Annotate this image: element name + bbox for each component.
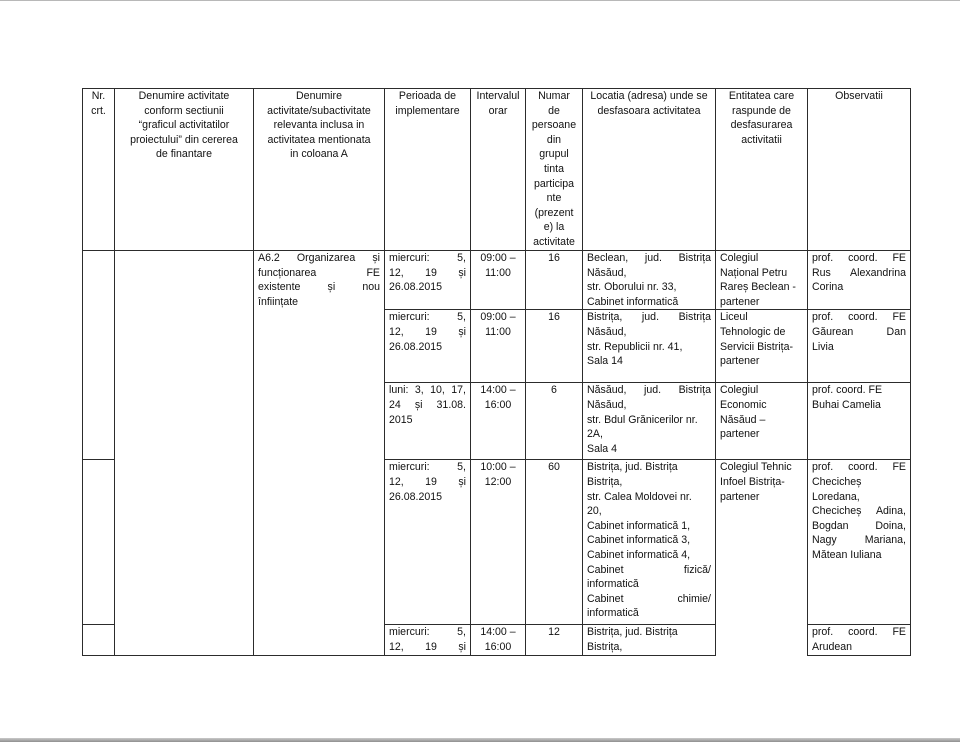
- cell-entity: Colegiul Economic Năsăud – partener: [716, 383, 808, 460]
- cell-subactivity: A6.2 Organizarea și funcționarea FE existente și nou înființate: [254, 251, 385, 656]
- cell-time: 14:00 – 16:00: [471, 383, 526, 460]
- cell-time: 10:00 – 12:00: [471, 460, 526, 625]
- cell-period: miercuri: 5, 12, 19 și 26.08.2015: [385, 251, 471, 310]
- cell-nr-crt: [83, 625, 115, 655]
- cell-persons: 16: [526, 310, 583, 383]
- cell-activity-name: [115, 251, 254, 656]
- cell-persons: 16: [526, 251, 583, 310]
- cell-period: miercuri: 5, 12, 19 și 26.08.2015: [385, 460, 471, 625]
- header-row: [83, 89, 911, 251]
- cell-observations: prof. coord. FE Arudean: [808, 625, 911, 655]
- cell-time: 09:00 – 11:00: [471, 251, 526, 310]
- cell-observations: prof. coord. FE Găurean Dan Livia: [808, 310, 911, 383]
- cell-persons: 60: [526, 460, 583, 625]
- cell-observations: prof. coord. FE Rus Alexandrina Corina: [808, 251, 911, 310]
- cell-nr-crt: [83, 460, 115, 625]
- cell-persons: 6: [526, 383, 583, 460]
- cell-persons: 12: [526, 625, 583, 655]
- cell-period: miercuri: 5, 12, 19 și 26.08.2015: [385, 310, 471, 383]
- header-time-interval: Intervalul orar: [471, 89, 526, 251]
- page-bottom-border: [0, 738, 960, 742]
- cell-nr-crt: [83, 251, 115, 460]
- cell-period: miercuri: 5, 12, 19 și: [385, 625, 471, 655]
- cell-location: Beclean, jud. Bistrița Năsăud, str. Oborului nr. 33, Cabinet informatică: [583, 251, 716, 310]
- header-observations: Observatii: [808, 89, 911, 251]
- activities-table: [82, 88, 911, 656]
- cell-location: Bistrița, jud. Bistrița Bistrița,: [583, 625, 716, 655]
- cell-entity: Colegiul Național Petru Rareș Beclean - partener: [716, 251, 808, 310]
- header-nr-crt: Nr. crt.: [83, 89, 115, 251]
- header-entity: Entitatea care raspunde de desfasurarea activitatii: [716, 89, 808, 251]
- cell-location: Năsăud, jud. Bistrița Năsăud, str. Bdul Grănicerilor nr. 2A, Sala 4: [583, 383, 716, 460]
- cell-time: 14:00 – 16:00: [471, 625, 526, 655]
- table-row: [83, 251, 911, 310]
- header-period: Perioada de implementare: [385, 89, 471, 251]
- header-location: Locatia (adresa) unde se desfasoara activitatea: [583, 89, 716, 251]
- header-persons: Numar de persoane din grupul tinta participa nte (prezent e) la activitate: [526, 89, 583, 251]
- cell-location: Bistrița, jud. Bistrița Năsăud, str. Republicii nr. 41, Sala 14: [583, 310, 716, 383]
- cell-period: luni: 3, 10, 17, 24 și 31.08. 2015: [385, 383, 471, 460]
- cell-observations: prof. coord. FE Buhai Camelia: [808, 383, 911, 460]
- header-subactivity-name: Denumire activitate/subactivitate relevanta inclusa in activitatea mentionata in coloana A: [254, 89, 385, 251]
- cell-observations: prof. coord. FE Checicheș Loredana, Checicheș Adina, Bogdan Doina, Nagy Mariana, Mătean Iuliana: [808, 460, 911, 625]
- cell-time: 09:00 – 11:00: [471, 310, 526, 383]
- header-activity-name: Denumire activitate conform sectiunii “graficul activitatilor proiectului” din cererea de finantare: [115, 89, 254, 251]
- cell-entity: Colegiul Tehnic Infoel Bistrița- partener: [716, 460, 808, 655]
- cell-entity: Liceul Tehnologic de Servicii Bistrița- partener: [716, 310, 808, 383]
- cell-location: Bistrița, jud. Bistrița Bistrița, str. Calea Moldovei nr. 20, Cabinet informatică 1, Cabinet informatică 3, Cabinet informatică 4, Cabinet fizică/ informatică Cabinet chimie/ informatică: [583, 460, 716, 625]
- page-top-border: [0, 0, 960, 1]
